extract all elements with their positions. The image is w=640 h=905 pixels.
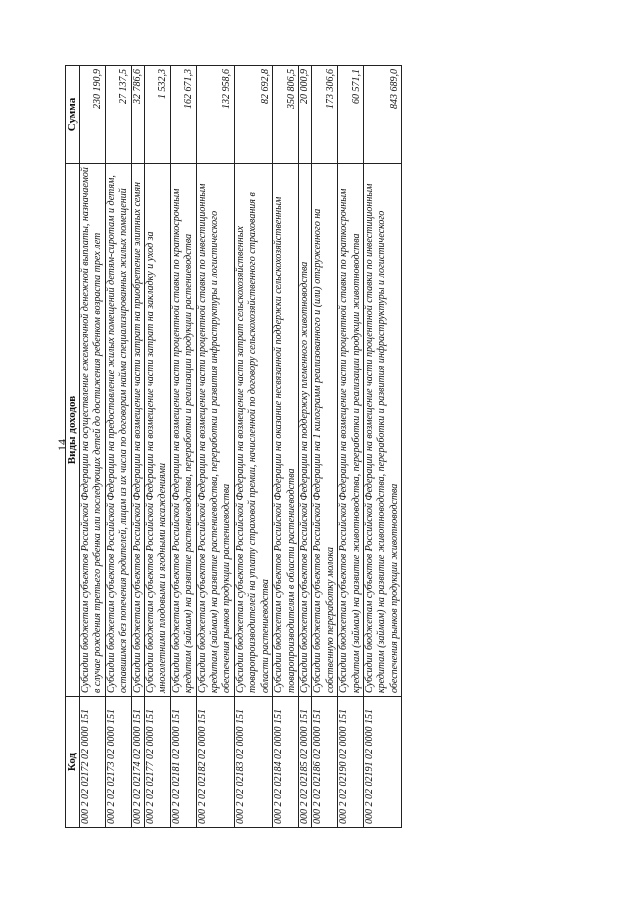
row-sum: 1 532,3 (145, 66, 171, 164)
table-row (298, 66, 311, 828)
header-code: Код (66, 697, 80, 828)
row-description: Субсидии бюджетам субъектов Российской Федерации на возмещение части затрат на приобретение элитных семян (131, 164, 144, 697)
row-sum: 843 689,0 (363, 66, 401, 164)
row-code: 000 2 02 02190 02 0000 151 (338, 697, 364, 828)
row-sum: 132 958,6 (196, 66, 234, 164)
row-description: Субсидии бюджетам субъектов Российской Федерации на возмещение части процентной ставки по краткосрочным кредитам (займам) на развитие растениеводства, переработки и реализации продукции растениеводства (170, 164, 196, 697)
row-code: 000 2 02 02177 02 0000 151 (145, 697, 171, 828)
table-row (170, 66, 196, 828)
page-number: 14 (55, 439, 69, 451)
row-code: 000 2 02 02191 02 0000 151 (363, 697, 401, 828)
table-container (65, 66, 593, 828)
row-code: 000 2 02 02173 02 0000 151 (105, 697, 131, 828)
row-sum: 27 137,5 (105, 66, 131, 164)
row-description: Субсидии бюджетам субъектов Российской Федерации на 1 килограмм реализованного и (или) отгруженного на собственную переработку молока (312, 164, 338, 697)
row-description: Субсидии бюджетам субъектов Российской Федерации на возмещение части процентной ставки по инвестиционным кредитам (займам) на развитие животноводства, переработки и развития инфраструктуры и логистического обеспечения рынков продукции животноводства (363, 164, 401, 697)
row-description: Субсидии бюджетам субъектов Российской Федерации на возмещение части процентной ставки по инвестиционным кредитам (займам) на развитие растениеводства, переработки и развития инфраструктуры и логистического обеспечения рынков продукции растениеводства (196, 164, 234, 697)
row-code: 000 2 02 02185 02 0000 151 (298, 697, 311, 828)
table-row (80, 66, 106, 828)
table-header-row (66, 66, 80, 828)
table-row (131, 66, 144, 828)
table-row (312, 66, 338, 828)
row-sum: 32 786,6 (131, 66, 144, 164)
table-row (363, 66, 401, 828)
row-description: Субсидии бюджетам субъектов Российской Федерации на предоставление жилых помещений детям-сиротам и детям, оставшимся без попечения родителей, лицам из их числа по договорам найма специализированных жилых помещений (105, 164, 131, 697)
row-description: Субсидии бюджетам субъектов Российской Федерации на поддержку племенного животноводства (298, 164, 311, 697)
row-sum: 173 306,6 (312, 66, 338, 164)
table-row (196, 66, 234, 828)
revenue-table (65, 65, 402, 828)
header-sum: Сумма (66, 66, 80, 164)
row-code: 000 2 02 02184 02 0000 151 (273, 697, 299, 828)
row-sum: 20 000,9 (298, 66, 311, 164)
header-revenue-type: Виды доходов (66, 164, 80, 697)
row-description: Субсидии бюджетам субъектов Российской Федерации на осуществление ежемесячной денежной выплаты, назначаемой в случае рождения третьего ребенка или последующих детей до достижения ребенком возраста трех лет (80, 164, 106, 697)
row-code: 000 2 02 02186 02 0000 151 (312, 697, 338, 828)
row-description: Субсидии бюджетам субъектов Российской Федерации на оказание несвязанной поддержки сельскохозяйственным товаропроизводителям в области растениеводства (273, 164, 299, 697)
table-row (273, 66, 299, 828)
row-code: 000 2 02 02182 02 0000 151 (196, 697, 234, 828)
row-sum: 82 692,8 (234, 66, 272, 164)
table-row (105, 66, 131, 828)
row-sum: 162 671,3 (170, 66, 196, 164)
row-sum: 230 190,9 (80, 66, 106, 164)
table-row (145, 66, 171, 828)
table-row (338, 66, 364, 828)
row-description: Субсидии бюджетам субъектов Российской Федерации на возмещение части затрат сельскохозяйственных товаропроизводителей на уплату страховой премии, начисленной по договору сельскохозяйственного страхования в области растениеводства (234, 164, 272, 697)
row-description: Субсидии бюджетам субъектов Российской Федерации на возмещение части процентной ставки по краткосрочным кредитам (займам) на развитие животноводства, переработки и реализации продукции животноводства (338, 164, 364, 697)
row-code: 000 2 02 02174 02 0000 151 (131, 697, 144, 828)
row-code: 000 2 02 02181 02 0000 151 (170, 697, 196, 828)
row-sum: 350 806,5 (273, 66, 299, 164)
row-code: 000 2 02 02172 02 0000 151 (80, 697, 106, 828)
table-row (234, 66, 272, 828)
row-sum: 60 571,1 (338, 66, 364, 164)
row-code: 000 2 02 02183 02 0000 151 (234, 697, 272, 828)
rotated-page-content (65, 66, 593, 828)
row-description: Субсидии бюджетам субъектов Российской Федерации на возмещение части затрат на закладку и уход за многолетними плодовыми и ягодными насаждениями (145, 164, 171, 697)
